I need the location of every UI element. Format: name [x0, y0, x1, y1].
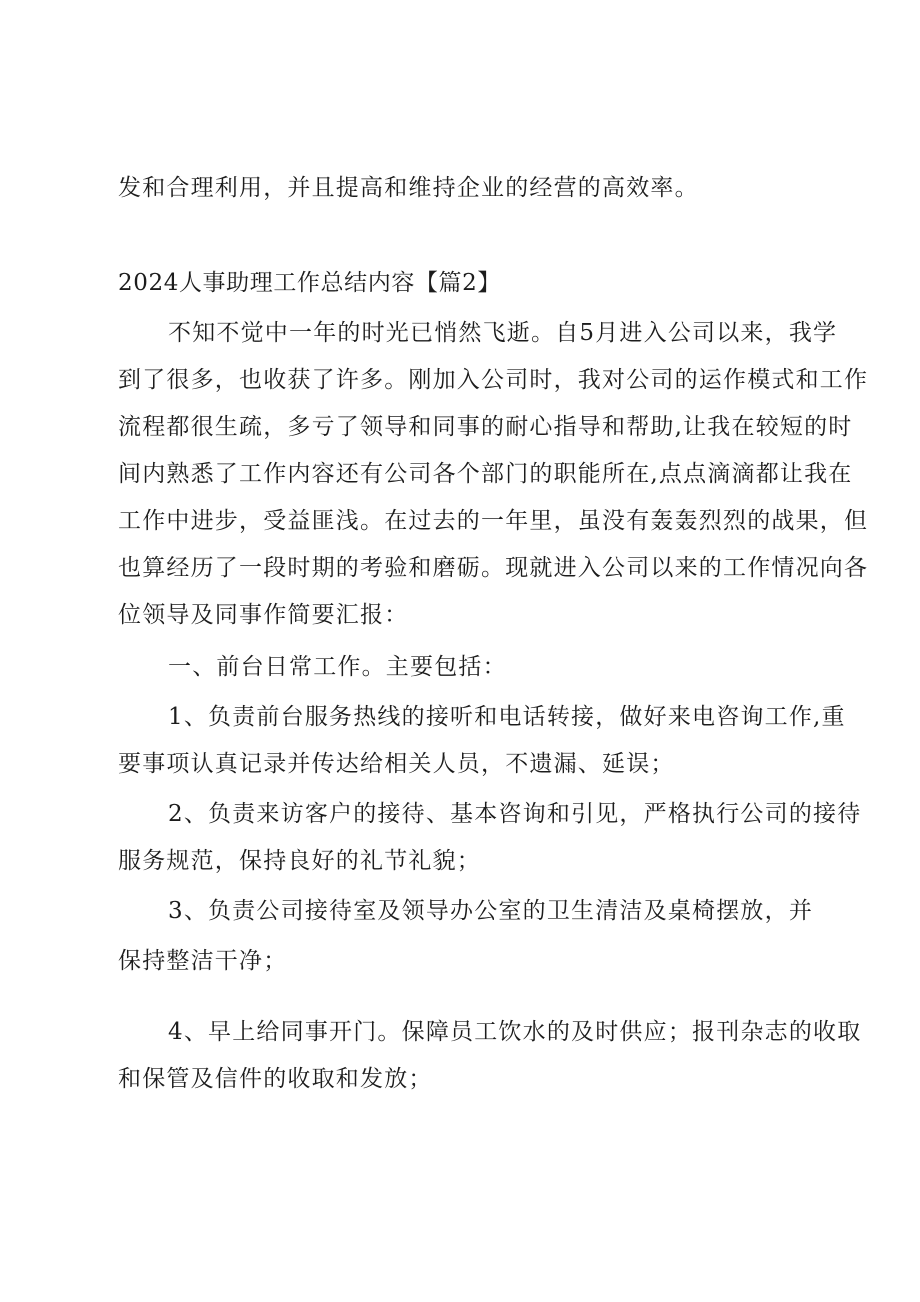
paragraph-line: 到了很多，也收获了许多。刚加入公司时，我对公司的运作模式和工作 — [118, 367, 869, 393]
list-item-line: 服务规范，保持良好的礼节礼貌； — [118, 848, 481, 874]
list-item-line: 要事项认真记录并传达给相关人员，不遗漏、延误； — [118, 751, 675, 777]
paragraph-line: 流程都很生疏，多亏了领导和同事的耐心指导和帮助,让我在较短的时 — [118, 414, 853, 440]
list-item-line: 3、负责公司接待室及领导办公室的卫生清洁及桌椅摆放，并 — [168, 898, 814, 924]
section-heading: 2024人事助理工作总结内容【篇2】 — [118, 270, 501, 296]
paragraph-line: 不知不觉中一年的时光已悄然飞逝。自5月进入公司以来，我学 — [168, 320, 838, 346]
paragraph-line: 工作中进步，受益匪浅。在过去的一年里，虽没有轰轰烈烈的战果，但 — [118, 508, 869, 534]
list-item-line: 4、早上给同事开门。保障员工饮水的及时供应；报刊杂志的收取 — [168, 1019, 862, 1045]
list-item-line: 1、负责前台服务热线的接听和电话转接，做好来电咨询工作,重 — [168, 704, 846, 730]
list-item-line: 和保管及信件的收取和发放； — [118, 1066, 433, 1092]
list-item-line: 保持整洁干净； — [118, 948, 288, 974]
list-item-line: 2、负责来访客户的接待、基本咨询和引见，严格执行公司的接待 — [168, 801, 862, 827]
paragraph-line: 位领导及同事作简要汇报： — [118, 602, 409, 628]
intro-tail-line: 发和合理利用，并且提高和维持企业的经营的高效率。 — [118, 175, 699, 201]
paragraph-line: 间内熟悉了工作内容还有公司各个部门的职能所在,点点滴滴都让我在 — [118, 461, 853, 487]
paragraph-line: 也算经历了一段时期的考验和磨砺。现就进入公司以来的工作情况向各 — [118, 555, 869, 581]
subheading-front-desk: 一、前台日常工作。主要包括： — [168, 654, 507, 680]
